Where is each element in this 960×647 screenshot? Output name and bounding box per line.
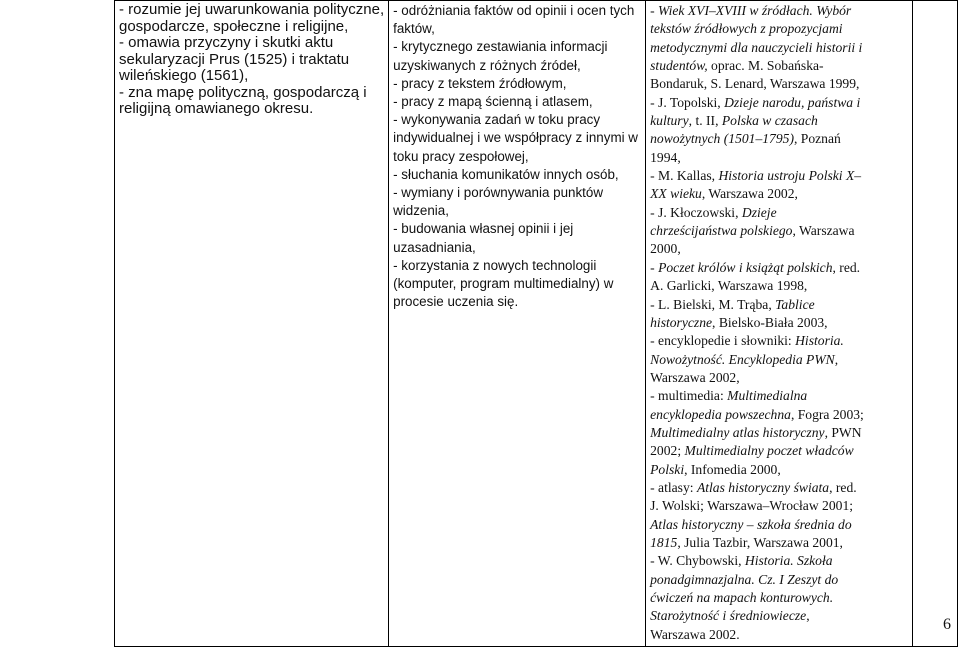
cell-sources-bibliography xyxy=(646,1,913,647)
bibliography-line xyxy=(650,442,908,460)
text-segment: , Warszawa 2002, xyxy=(701,186,798,202)
cell-skills xyxy=(389,1,646,647)
italic-title-segment: 1815 xyxy=(650,534,678,550)
table-row xyxy=(115,1,958,647)
text-segment: - L. Bielski, M. Trąba, xyxy=(650,296,776,312)
bibliography-line xyxy=(650,497,908,515)
italic-title-segment: ponadgimnazjalna. Cz. I Zeszyt do xyxy=(650,571,839,587)
italic-title-segment: Atlas historyczny – szkoła średnia do xyxy=(650,516,852,532)
italic-title-segment: Polska w czasach xyxy=(721,113,818,129)
text-line: gospodarcze, społeczne i religijne, xyxy=(119,17,349,35)
bibliography-line xyxy=(650,57,908,75)
italic-title-segment: Multimedialna xyxy=(727,388,808,404)
text-segment: - W. Chybowski, xyxy=(650,553,745,569)
bibliography-line xyxy=(650,2,908,20)
text-segment: Bondaruk, S. Lenard, Warszawa 1999, xyxy=(650,76,860,92)
bibliography-line xyxy=(650,516,908,534)
bibliography-line xyxy=(650,112,908,130)
italic-title-segment: encyklopedia powszechna xyxy=(650,406,791,422)
text-line: toku pracy zespołowej, xyxy=(393,148,529,164)
text-line: uzyskiwanych z różnych źródeł, xyxy=(393,57,581,73)
bibliography-line xyxy=(650,369,908,387)
text-line: (komputer, program multimedialny) w xyxy=(393,276,614,292)
bibliography-line xyxy=(650,607,908,625)
bibliography-line xyxy=(650,534,908,552)
italic-title-segment: Dzieje xyxy=(741,204,777,220)
text-line: - odróżniania faktów od opinii i ocen tych xyxy=(393,3,635,18)
italic-title-segment: Multimedialny poczet władców xyxy=(684,443,854,459)
italic-title-segment: - Wiek XVI–XVIII w źródłach. Wybór xyxy=(650,3,852,18)
text-segment: - encyklopedie i słowniki: xyxy=(650,333,796,349)
text-segment: , red. xyxy=(829,479,857,495)
bibliography-line xyxy=(650,406,908,424)
bibliography-line xyxy=(650,351,908,369)
text-segment: 2000, xyxy=(650,241,681,257)
italic-title-segment: kultury xyxy=(650,113,689,129)
text-line: - omawia przyczyny i skutki aktu xyxy=(119,34,334,51)
italic-title-segment: Atlas historyczny świata xyxy=(696,479,830,495)
text-segment: , Warszawa xyxy=(792,223,855,239)
text-line: sekularyzacji Prus (1525) i traktatu xyxy=(119,50,350,68)
bibliography-line xyxy=(650,571,908,589)
cell-empty xyxy=(913,1,958,647)
text-segment: - J. Topolski, xyxy=(650,94,725,110)
italic-title-segment: tekstów źródłowych z propozycjami xyxy=(650,21,843,37)
bibliography-line xyxy=(650,277,908,295)
text-line: indywidualnej i we współpracy z innymi w xyxy=(393,130,638,146)
cell-student-outcomes xyxy=(115,1,389,647)
italic-title-segment: studentów, xyxy=(650,58,708,74)
text-line: religijną omawianego okresu. xyxy=(119,100,314,117)
text-line: - korzystania z nowych technologii xyxy=(393,257,597,273)
text-segment: oprac. M. Sobańska- xyxy=(707,58,824,74)
bibliography-line xyxy=(650,75,908,93)
italic-title-segment: ćwiczeń na mapach konturowych. xyxy=(650,590,834,605)
italic-title-segment: metodycznymi dla nauczycieli historii i xyxy=(650,39,863,55)
italic-title-segment: chrześcijaństwa polskiego xyxy=(650,223,793,239)
text-line: faktów, xyxy=(393,21,435,37)
bibliography-line xyxy=(650,240,908,258)
text-line: - krytycznego zestawiania informacji xyxy=(393,39,608,55)
bibliography-line xyxy=(650,461,908,479)
text-segment: , t. II, xyxy=(688,113,722,129)
italic-title-segment: Nowożytność. Encyklopedia PWN xyxy=(650,351,835,367)
italic-title-segment: Polski xyxy=(650,461,685,477)
text-line: - rozumie jej uwarunkowania polityczne, xyxy=(119,1,385,18)
italic-title-segment: Historia. Szkoła xyxy=(744,553,833,569)
text-segment: , Bielsko-Biała 2003, xyxy=(712,314,828,330)
text-segment: Warszawa 2002, xyxy=(650,369,740,385)
bibliography-line xyxy=(650,130,908,148)
bibliography-line xyxy=(650,424,908,442)
bibliography-line xyxy=(650,20,908,38)
italic-title-segment: Dzieje narodu, państwa i xyxy=(724,94,861,110)
curriculum-table xyxy=(114,0,958,647)
bibliography-line xyxy=(650,296,908,314)
text-line: - zna mapę polityczną, gospodarczą i xyxy=(119,83,367,101)
page-number: 6 xyxy=(943,616,951,633)
text-segment: A. Garlicki, Warszawa 1998, xyxy=(650,278,808,294)
italic-title-segment: Tablice xyxy=(775,296,815,312)
bibliography-line xyxy=(650,314,908,332)
bibliography-line xyxy=(650,39,908,57)
text-line: - wymiany i porównywania punktów xyxy=(393,185,604,201)
text-line: procesie uczenia się. xyxy=(393,294,519,310)
italic-title-segment: Multimedialny atlas historyczny xyxy=(650,424,825,440)
text-segment: - atlasy: xyxy=(650,479,697,495)
text-segment: , Julia Tazbir, Warszawa 2001, xyxy=(677,534,843,550)
text-segment: , xyxy=(834,351,839,367)
italic-title-segment: XX wieku xyxy=(650,186,702,202)
text-segment: 2002; xyxy=(650,443,685,459)
text-segment: , red. xyxy=(832,259,861,275)
text-line: wileńskiego (1561), xyxy=(119,67,249,84)
text-line: - wykonywania zadań w toku pracy xyxy=(393,112,601,128)
bibliography-line xyxy=(650,185,908,203)
italic-title-segment: Historia ustroju Polski X– xyxy=(718,168,862,184)
text-line: - pracy z mapą ścienną i atlasem, xyxy=(393,94,593,110)
bibliography-line xyxy=(650,479,908,497)
text-segment: , Poznań xyxy=(793,131,841,147)
bibliography-line xyxy=(650,94,908,112)
text-segment: - J. Kłoczowski, xyxy=(650,204,742,220)
text-segment: J. Wolski; Warszawa–Wrocław 2001; xyxy=(650,498,854,514)
bibliography-line xyxy=(650,204,908,222)
italic-title-segment: Historia. xyxy=(795,333,844,349)
text-segment: - xyxy=(650,259,659,275)
text-line: - pracy z tekstem źródłowym, xyxy=(393,75,567,91)
text-line: - budowania własnej opinii i jej xyxy=(393,221,574,237)
bibliography-line xyxy=(650,387,908,405)
bibliography-line xyxy=(650,222,908,240)
text-segment: , Infomedia 2000, xyxy=(684,461,781,477)
text-segment: , Fogra 2003; xyxy=(790,406,864,422)
bibliography-line xyxy=(650,589,908,607)
text-segment: - multimedia: xyxy=(650,388,728,404)
bibliography-line xyxy=(650,332,908,350)
text-segment: 1994, xyxy=(650,149,681,165)
text-line: uzasadniania, xyxy=(393,239,476,255)
bibliography-line xyxy=(650,149,908,167)
text-segment: , xyxy=(806,608,810,624)
italic-title-segment: historyczne xyxy=(650,314,713,330)
bibliography-line xyxy=(650,167,908,185)
bibliography-line xyxy=(650,552,908,570)
italic-title-segment: Starożytność i średniowiecze xyxy=(650,608,807,624)
text-line: widzenia, xyxy=(393,203,449,219)
italic-title-segment: Poczet królów i książąt polskich xyxy=(658,259,833,275)
bibliography-line xyxy=(650,259,908,277)
bibliography-line xyxy=(650,626,908,644)
text-segment: - M. Kallas, xyxy=(650,168,719,184)
text-segment: Warszawa 2002. xyxy=(650,626,740,642)
text-line: - słuchania komunikatów innych osób, xyxy=(393,166,619,182)
text-segment: , PWN xyxy=(824,424,862,440)
italic-title-segment: nowożytnych (1501–1795) xyxy=(650,131,794,147)
